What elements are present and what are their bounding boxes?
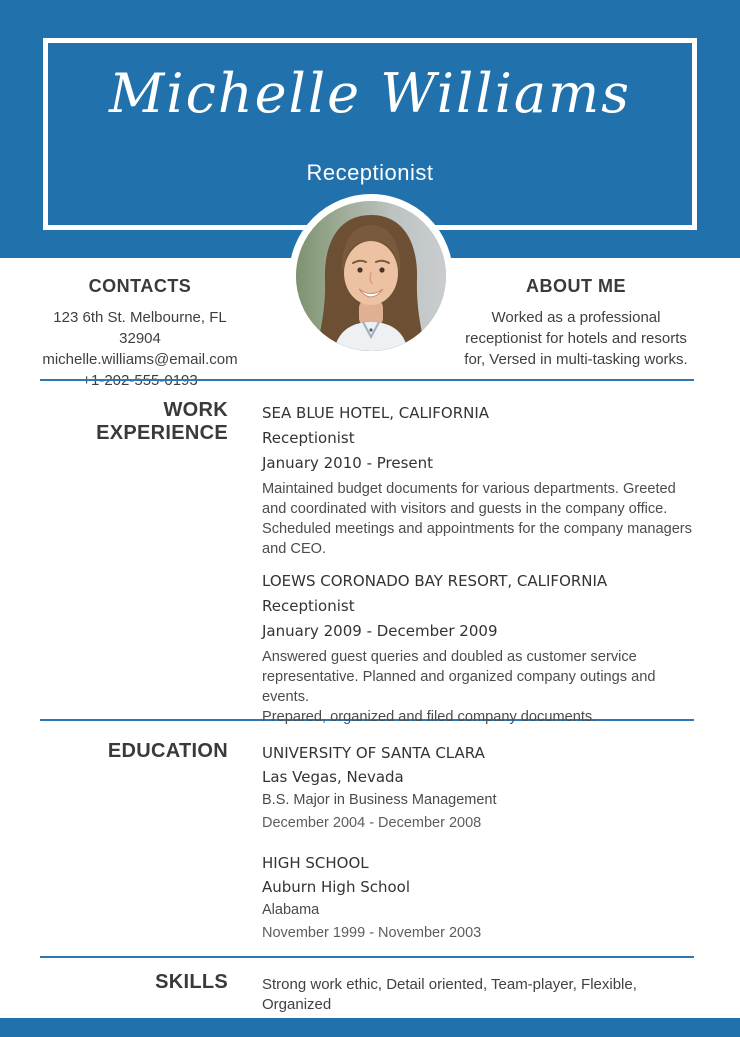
job-description-line: Maintained budget documents for various departments. Greeted	[262, 481, 676, 497]
job-description-line: Scheduled meetings and appointments for the company managers	[262, 521, 692, 537]
contact-address: 123 6th St. Melbourne, FL 32904	[53, 309, 227, 347]
education-list	[262, 741, 694, 945]
job-description-line: and coordinated with visitors and guests in the company office.	[262, 501, 668, 517]
profile-photo	[289, 194, 453, 358]
job-company: SEA BLUE HOTEL, CALIFORNIA	[262, 404, 490, 422]
job-description-line: and CEO.	[262, 541, 327, 557]
school-location: Auburn High School	[262, 878, 411, 896]
job-dates: January 2009 - December 2009	[262, 622, 498, 640]
education-entry	[262, 741, 694, 835]
job-role: Receptionist	[262, 429, 355, 447]
about-line: Worked as a professional	[491, 309, 661, 326]
about-section	[452, 276, 700, 370]
job-dates: January 2010 - Present	[262, 454, 434, 472]
education-heading: EDUCATION	[107, 740, 228, 762]
job-entry	[262, 569, 694, 727]
degree-detail: Alabama	[262, 902, 320, 918]
job-entry	[262, 401, 694, 559]
school-name: HIGH SCHOOL	[262, 854, 369, 872]
job-description	[262, 479, 694, 559]
about-heading: ABOUT ME	[526, 276, 626, 296]
person-job-title: Receptionist	[306, 160, 434, 185]
skills-text: Strong work ethic, Detail oriented, Team-player, Flexible, Organized	[262, 976, 637, 1013]
job-description	[262, 647, 694, 727]
job-description-line: Prepared, organized and filed company documents.	[262, 709, 597, 725]
work-experience-heading: WORK EXPERIENCE	[96, 399, 228, 444]
education-entry	[262, 851, 694, 945]
footer-bar	[0, 1018, 740, 1037]
work-experience-list	[262, 401, 694, 727]
skills-heading: SKILLS	[155, 971, 228, 993]
contact-email: michelle.williams@email.com	[42, 351, 238, 368]
job-role: Receptionist	[262, 597, 355, 615]
portrait-illustration	[296, 201, 446, 351]
section-divider	[40, 956, 694, 958]
education-dates: November 1999 - November 2003	[262, 925, 482, 941]
contacts-section	[32, 276, 248, 391]
education-dates: December 2004 - December 2008	[262, 815, 482, 831]
job-description-line: representative. Planned and organized company outings and events.	[262, 669, 656, 705]
job-company: LOEWS CORONADO BAY RESORT, CALIFORNIA	[262, 572, 608, 590]
about-line: receptionist for hotels and resorts	[465, 330, 687, 347]
about-line: for, Versed in multi-tasking works.	[464, 351, 688, 368]
section-divider	[40, 379, 694, 381]
school-name: UNIVERSITY OF SANTA CLARA	[262, 744, 485, 762]
job-description-line: Answered guest queries and doubled as customer service	[262, 649, 637, 665]
degree-detail: B.S. Major in Business Management	[262, 792, 497, 808]
person-name: Michelle Williams	[109, 62, 631, 125]
contacts-heading: CONTACTS	[88, 276, 192, 296]
school-location: Las Vegas, Nevada	[262, 768, 404, 786]
